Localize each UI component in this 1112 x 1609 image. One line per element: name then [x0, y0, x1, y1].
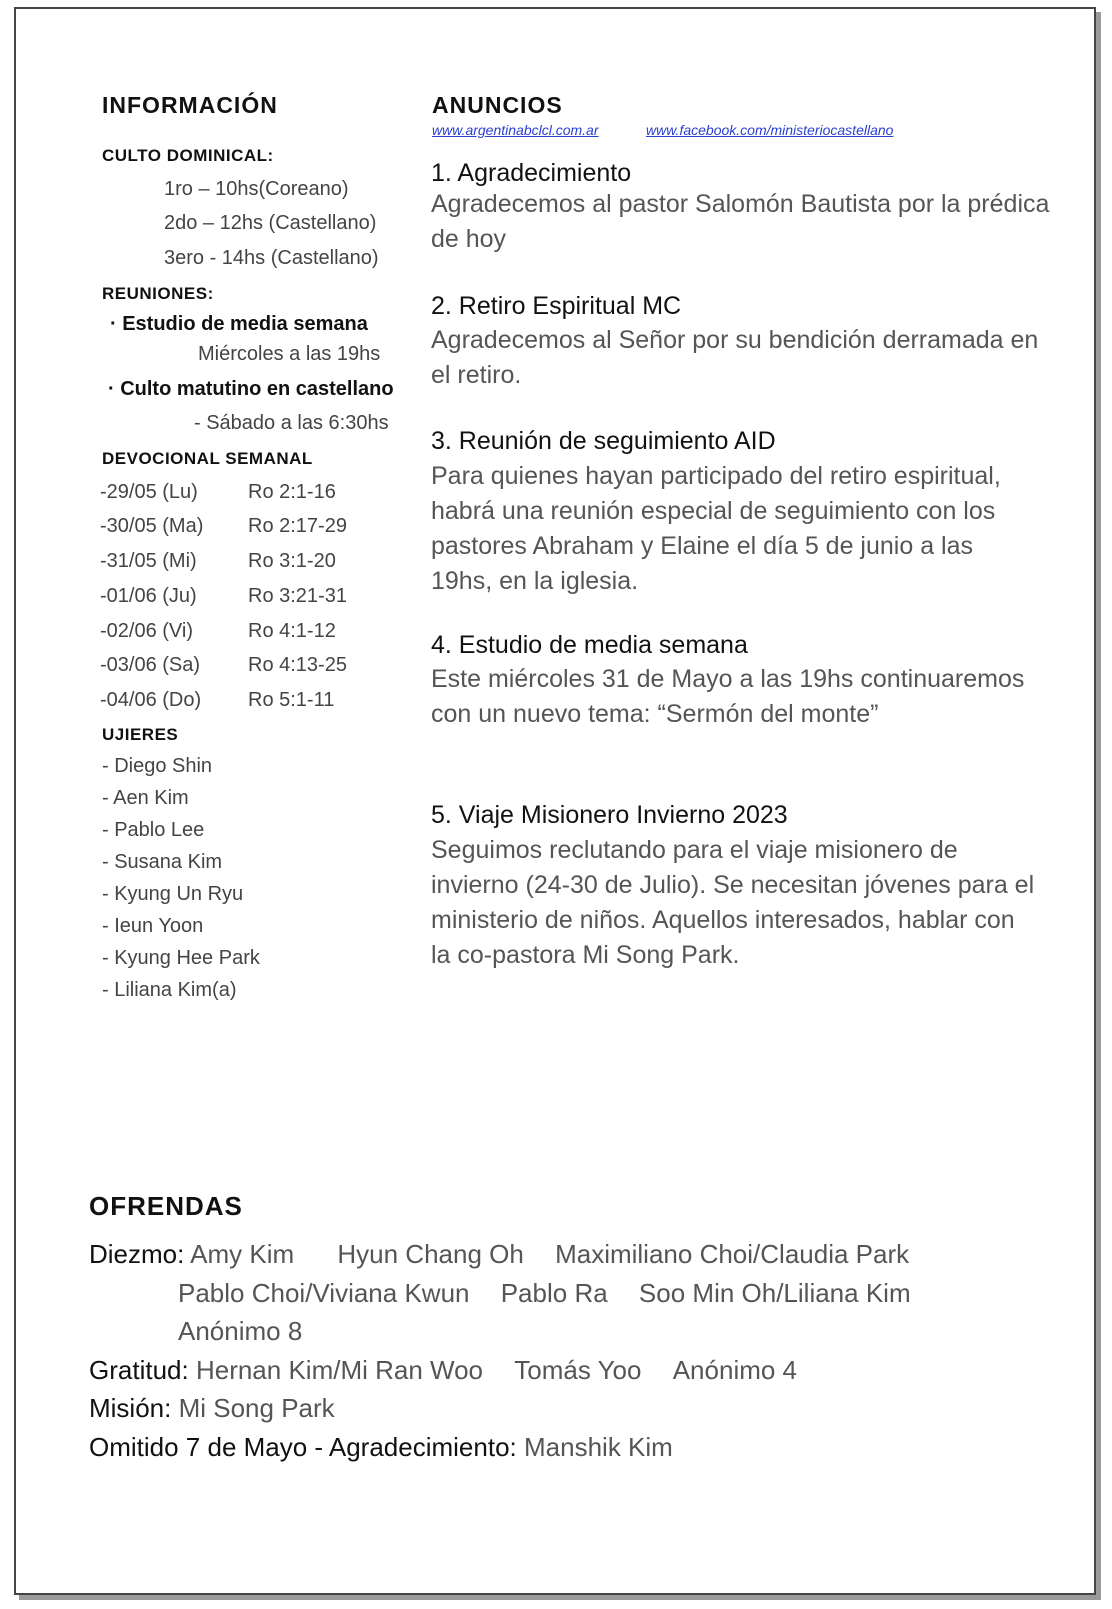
announcement-body: Este miércoles 31 de Mayo a las 19hs continuaremos con un nuevo tema: “Sermón del monte”	[431, 665, 1025, 728]
anuncios-heading: ANUNCIOS	[432, 92, 563, 118]
announcement-title: 2. Retiro Espiritual MC	[431, 292, 682, 320]
donor-name: Hernan Kim/Mi Ran Woo	[195, 1355, 484, 1385]
reunion-detail: Miércoles a las 19hs	[198, 343, 381, 365]
devocional-ref: Ro 3:1-20	[248, 550, 336, 572]
announcement-title: 5. Viaje Misionero Invierno 2023	[431, 801, 788, 829]
reunion-detail: - Sábado a las 6:30hs	[194, 412, 389, 434]
devocional-label: DEVOCIONAL SEMANAL	[102, 449, 313, 468]
ujier-name: - Pablo Lee	[102, 819, 205, 841]
donor-name: Pablo Ra	[500, 1278, 608, 1308]
diezmo-label: Diezmo:	[89, 1239, 185, 1269]
ujier-name: - Diego Shin	[102, 755, 213, 777]
announcement-body: Agradecemos al Señor por su bendición derramada en el retiro.	[431, 326, 1039, 389]
devocional-date: -03/06 (Sa)	[100, 654, 201, 676]
announcement-body: Seguimos reclutando para el viaje misionero de invierno (24-30 de Julio). Se necesitan jóvenes para el ministerio de niños. Aquellos interesados, hablar con la co-pastora Mi Song Park.	[431, 836, 1035, 969]
ujier-name: - Liliana Kim(a)	[102, 979, 237, 1001]
announcement-title: 4. Estudio de media semana	[431, 631, 748, 659]
ujier-name: - Kyung Un Ryu	[102, 883, 244, 905]
omitido-label: Omitido 7 de Mayo - Agradecimiento:	[89, 1432, 517, 1462]
mision-row	[89, 1393, 335, 1424]
donor-name: Maximiliano Choi/Claudia Park	[555, 1239, 910, 1269]
gratitud-row	[89, 1355, 797, 1386]
devocional-date: -30/05 (Ma)	[100, 515, 204, 537]
culto-item: 1ro – 10hs(Coreano)	[164, 178, 349, 200]
devocional-date: -31/05 (Mi)	[100, 550, 197, 572]
ujier-name: - Ieun Yoon	[102, 915, 204, 937]
announcement-body: Agradecemos al pastor Salomón Bautista por la prédica de hoy	[431, 190, 1050, 253]
devocional-date: -04/06 (Do)	[100, 689, 202, 711]
gratitud-label: Gratitud:	[89, 1355, 189, 1385]
announcement-title: 3. Reunión de seguimiento AID	[431, 427, 776, 455]
devocional-ref: Ro 3:21-31	[248, 585, 347, 607]
ujier-name: - Aen Kim	[102, 787, 189, 809]
devocional-date: -02/06 (Vi)	[100, 620, 194, 642]
donor-name: Hyun Chang Oh	[337, 1239, 524, 1269]
info-heading: INFORMACIÓN	[102, 92, 278, 118]
reunion-title: · Culto matutino en castellano	[108, 378, 394, 400]
ujieres-label: UJIERES	[102, 725, 179, 744]
devocional-ref: Ro 4:13-25	[248, 654, 347, 676]
diezmo-row	[178, 1316, 302, 1347]
reuniones-label: REUNIONES:	[102, 284, 214, 303]
diezmo-row	[178, 1278, 911, 1309]
devocional-ref: Ro 2:17-29	[248, 515, 347, 537]
donor-name: Manshik Kim	[524, 1432, 673, 1462]
culto-item: 2do – 12hs (Castellano)	[164, 212, 377, 234]
devocional-date: -29/05 (Lu)	[100, 481, 198, 503]
culto-item: 3ero - 14hs (Castellano)	[164, 247, 379, 269]
mision-label: Misión:	[89, 1393, 172, 1423]
diezmo-row	[89, 1239, 909, 1270]
ujier-name: - Kyung Hee Park	[102, 947, 260, 969]
devocional-ref: Ro 5:1-11	[248, 689, 335, 711]
culto-label: CULTO DOMINICAL:	[102, 146, 274, 165]
donor-name: Amy Kim	[190, 1239, 295, 1269]
donor-name: Soo Min Oh/Liliana Kim	[638, 1278, 911, 1308]
devocional-ref: Ro 4:1-12	[248, 620, 336, 642]
reunion-title: · Estudio de media semana	[110, 313, 368, 335]
devocional-ref: Ro 2:1-16	[248, 481, 336, 503]
donor-name: Mi Song Park	[178, 1393, 335, 1423]
facebook-link[interactable]: www.facebook.com/ministeriocastellano	[646, 122, 894, 138]
donor-name: Tomás Yoo	[514, 1355, 642, 1385]
ofrendas-heading: OFRENDAS	[89, 1191, 243, 1221]
website-link[interactable]: www.argentinabclcl.com.ar	[432, 122, 599, 138]
donor-name: Pablo Choi/Viviana Kwun	[178, 1278, 470, 1308]
announcement-body: Para quienes hayan participado del retiro espiritual, habrá una reunión especial de seguimiento con los pastores Abraham y Elaine el día 5 de junio a las 19hs, en la iglesia.	[431, 462, 1001, 595]
donor-name: Anónimo 8	[178, 1316, 303, 1346]
devocional-date: -01/06 (Ju)	[100, 585, 197, 607]
announcement-title: 1. Agradecimiento	[431, 159, 632, 187]
omitido-row	[89, 1432, 673, 1463]
donor-name: Anónimo 4	[672, 1355, 798, 1385]
ujier-name: - Susana Kim	[102, 851, 223, 873]
